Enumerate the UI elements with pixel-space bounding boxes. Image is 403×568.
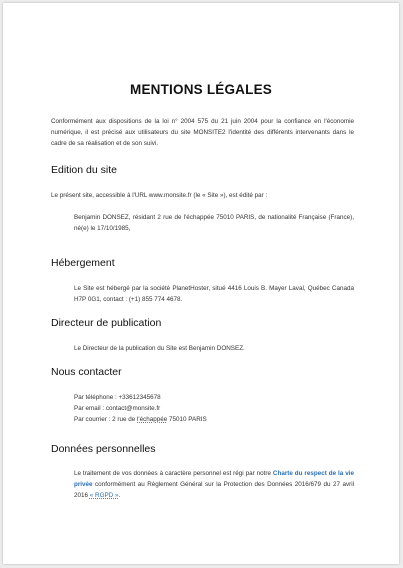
contact-block — [74, 392, 354, 425]
donnees-text-middle: conformément au Règlement Général sur la Protection des Données 2016/679 du 27 avril 2016 — [74, 481, 354, 499]
section-heading-edition: Edition du site — [51, 164, 117, 176]
donnees-text-before: Le traitement de vos données à caractère personnel est régi par notre — [74, 470, 273, 477]
section-heading-donnees: Données personnelles — [51, 443, 156, 455]
section-heading-directeur: Directeur de publication — [51, 317, 162, 329]
charte-vie-privee-link[interactable]: Charte du respect de la vie privée — [74, 470, 354, 488]
section-heading-hebergement: Hébergement — [51, 257, 115, 269]
edition-publisher-text: Benjamin DONSEZ, résidant 2 rue de l'échappée 75010 PARIS, de nationalité Française (France), né(e) le 17/10/1985, — [74, 214, 354, 232]
hebergement-text: Le Site est hébergé par la société PlanetHoster, situé 4416 Louis B. Mayer Laval, Québec Canada H7P 0G1, contact : (+1) 855 774 4678. — [74, 285, 354, 303]
contact-mail-suffix: 75010 PARIS — [167, 416, 207, 423]
donnees-text-end: . — [118, 492, 121, 499]
intro-paragraph: Conformément aux dispositions de la loi n° 2004 575 du 21 juin 2004 pour la confiance en l'économie numérique, il est précisé aux utilisateurs du site MONSITE2 l'identité des différents intervenants dans le cadre de sa réalisation et de son suivi. — [51, 118, 354, 147]
contact-mail-prefix: Par courrier : 2 rue de — [74, 416, 137, 423]
contact-mail-street-link[interactable]: l'échappée — [137, 416, 168, 423]
contact-phone: Par téléphone : +33612345678 — [74, 394, 161, 401]
page-title: MENTIONS LÉGALES — [130, 82, 272, 97]
edition-lead-text: Le présent site, accessible à l'URL www.monsite.fr (le « Site »), est édité par : — [51, 192, 268, 199]
directeur-text: Le Directeur de la publication du Site est Benjamin DONSEZ. — [74, 345, 245, 352]
rgpd-link[interactable]: « RGPD » — [89, 492, 119, 499]
section-heading-contact: Nous contacter — [51, 366, 122, 378]
donnees-paragraph — [74, 468, 354, 501]
document-page — [3, 3, 399, 564]
contact-mail — [74, 414, 354, 425]
contact-email: Par email : contact@monsite.fr — [74, 405, 161, 412]
